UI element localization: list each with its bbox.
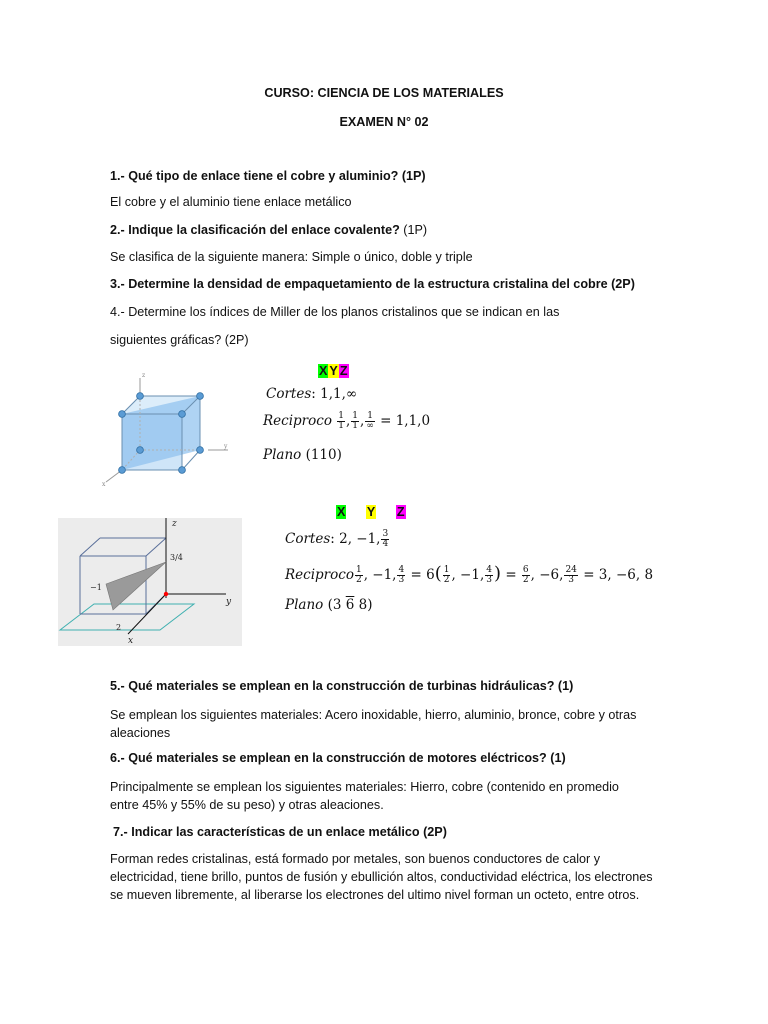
fig1-z-label: Z bbox=[339, 364, 348, 378]
fig2-plano-bar: 6 bbox=[345, 597, 355, 613]
x-axis-label: x bbox=[102, 481, 106, 488]
course-title: CURSO: CIENCIA DE LOS MATERIALES bbox=[264, 86, 504, 100]
question-4-line2: siguientes gráficas? (2P) bbox=[110, 333, 249, 347]
cube-figure-110 bbox=[100, 368, 230, 498]
fig2-origin bbox=[164, 592, 168, 596]
fig2-background bbox=[58, 518, 242, 646]
y-axis-label: y bbox=[224, 443, 228, 450]
fig1-cortes bbox=[266, 386, 357, 402]
fig1-cortes-value: : 1,1,∞ bbox=[311, 386, 358, 402]
fig1-cortes-label: Cortes bbox=[266, 386, 312, 402]
cube-figure-368 bbox=[58, 518, 242, 646]
fig1-plano-value: (110) bbox=[305, 447, 342, 463]
question-6: 6.- Qué materiales se emplean en la construcción de motores eléctricos? (1) bbox=[110, 751, 566, 765]
question-5: 5.- Qué materiales se emplean en la construcción de turbinas hidráulicas? (1) bbox=[110, 679, 574, 693]
question-2-text: 2.- Indique la clasificación del enlace covalente? bbox=[110, 223, 400, 237]
fig1-y-label: Y bbox=[329, 364, 338, 378]
fig1-plano-label: Plano bbox=[263, 447, 302, 463]
answer-7: Forman redes cristalinas, está formado por metales, son buenos conductores de calor y electricidad, tiene brillo, puntos de fusión y ebullición altos, conductividad eléctrica, los electrones se mueven libremente, al liberarse los electrones del ultimo nivel forman un octeto, entre otros. bbox=[110, 852, 653, 902]
answer-1: El cobre y el aluminio tiene enlace metálico bbox=[110, 195, 352, 209]
fig2-label-y: y bbox=[226, 597, 232, 607]
answer-6: Principalmente se emplean los siguientes materiales: Hierro, cobre (contenido en promedio entre 45% y 55% de su peso) y otras aleaciones. bbox=[110, 780, 619, 812]
question-2-points: (1P) bbox=[403, 223, 428, 237]
fig2-label-minus1: −1 bbox=[90, 583, 102, 592]
fig2-label-x: x bbox=[128, 636, 134, 646]
fig2-z-label: Z bbox=[396, 505, 405, 519]
fig2-reciproco: Reciproco $\frac{1}{2}$ , −1, $\frac{4}{3}$ = 6( $\frac{1}{2}$ , −1, $\frac{4}{3}$ ) = $\frac{6}{2}$ , −6, $\frac{24}{3}$ = 3, −6, 8 bbox=[285, 563, 654, 585]
question-7: 7.- Indicar las características de un enlace metálico (2P) bbox=[113, 825, 447, 839]
fig2-reciproco-label: Reciproco bbox=[285, 567, 354, 583]
fig2-label-3-4: 3/4 bbox=[170, 553, 183, 562]
fig1-x-label: X bbox=[319, 364, 328, 378]
fig2-cortes-label: Cortes bbox=[285, 531, 331, 547]
fig1-reciproco-label: Reciproco bbox=[263, 413, 332, 429]
fig2-reciproco-result: = 3, −6, 8 bbox=[583, 567, 654, 583]
z-axis-label: z bbox=[142, 372, 146, 379]
fig2-label-2: 2 bbox=[116, 623, 122, 632]
question-1: 1.- Qué tipo de enlace tiene el cobre y aluminio? (1P) bbox=[110, 169, 426, 183]
exam-title: EXAMEN N° 02 bbox=[339, 115, 429, 129]
fig1-plano bbox=[263, 447, 342, 463]
answer-2: Se clasifica de la siguiente manera: Simple o único, doble y triple bbox=[110, 250, 473, 264]
fig2-axis-labels bbox=[336, 505, 406, 519]
fig1-axis-labels bbox=[318, 364, 349, 378]
fig1-reciproco-result: = 1,1,0 bbox=[380, 413, 431, 429]
question-2 bbox=[110, 223, 427, 237]
fig2-plano: Plano (3 6 8) bbox=[285, 597, 373, 613]
fig2-label-z: z bbox=[172, 519, 177, 529]
fig1-reciproco: Reciproco $\frac{1}{1}$ , $\frac{1}{1}$ , $\frac{1}{\infty}$ = 1,1,0 bbox=[263, 411, 431, 431]
fig2-cortes: Cortes: 2, −1, $\frac{3}{4}$ bbox=[285, 529, 389, 549]
answer-5: Se emplean los siguientes materiales: Acero inoxidable, hierro, aluminio, bronce, cobre y otras aleaciones bbox=[110, 708, 637, 740]
question-4-line1: 4.- Determine los índices de Miller de los planos cristalinos que se indican en las bbox=[110, 305, 560, 319]
fig2-y-label: Y bbox=[366, 505, 376, 519]
fig2-cortes-value: : 2, −1, bbox=[330, 531, 381, 547]
fig2-plano-label: Plano bbox=[285, 597, 324, 613]
question-3: 3.- Determine la densidad de empaquetamiento de la estructura cristalina del cobre (2P) bbox=[110, 277, 635, 291]
fig2-x-label: X bbox=[337, 505, 346, 519]
